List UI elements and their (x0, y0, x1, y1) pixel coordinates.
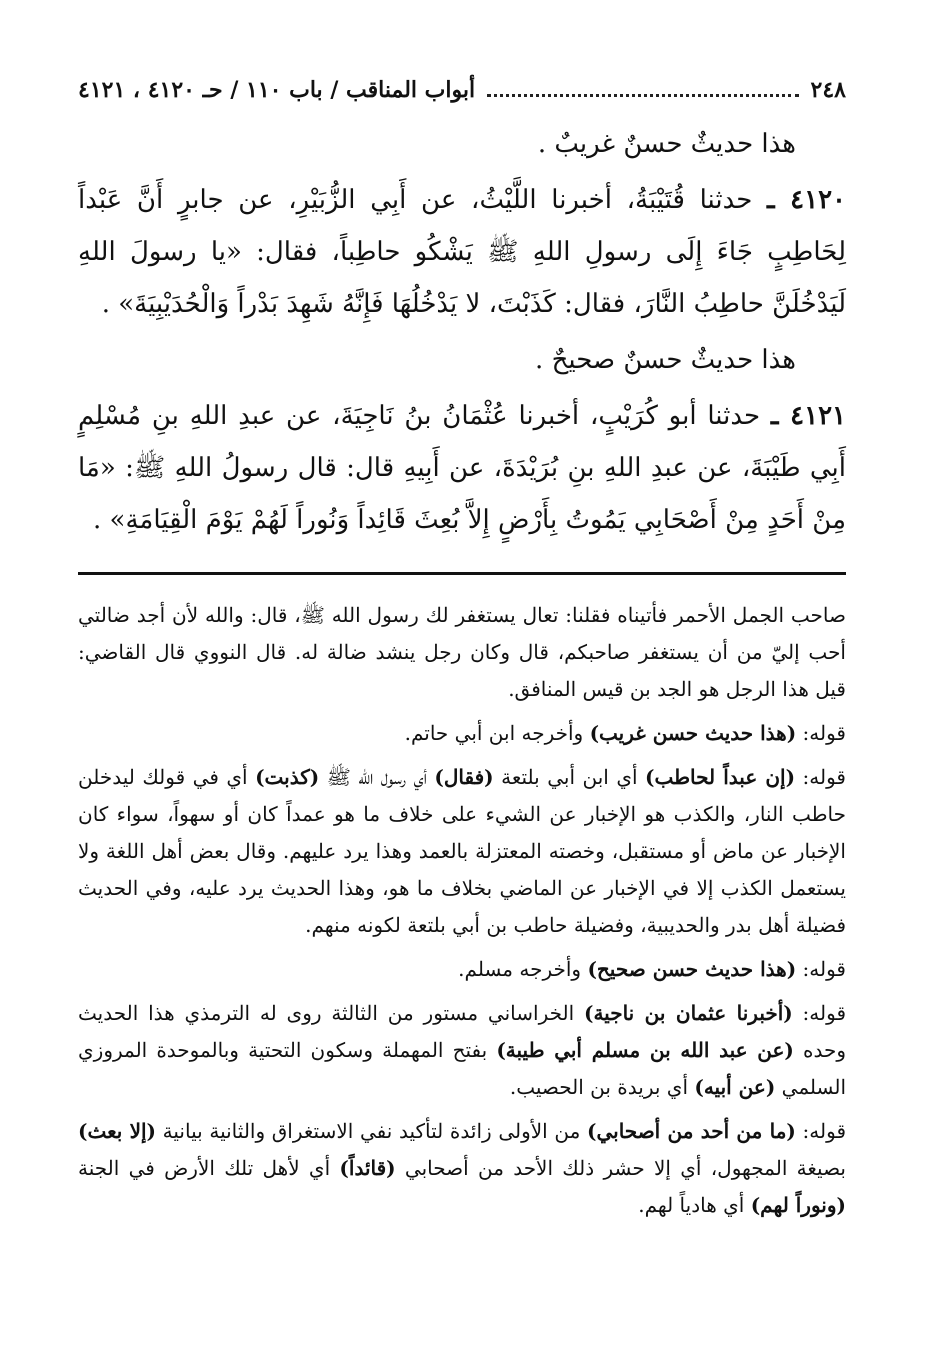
note-text: أي ابن أبي بلتعة (493, 765, 646, 789)
note-keyword: (ما من أحد من أصحابي) (587, 1119, 796, 1143)
running-header (78, 72, 846, 112)
note-keyword: (عن عبد الله بن مسلم أبي طيبة) (496, 1038, 794, 1062)
note-keyword: (إن عبداً لحاطب) (645, 765, 796, 789)
commentary-paragraph-5 (78, 995, 846, 1106)
header-leader-dots (487, 94, 798, 97)
note-lead: قوله: (796, 721, 846, 745)
hadith-4120 (78, 174, 846, 330)
note-text: وأخرجه ابن أبي حاتم. (404, 721, 590, 745)
commentary-paragraph-3 (78, 759, 846, 944)
commentary-paragraph-2 (78, 715, 846, 752)
note-keyword: (إلا بعث) (78, 1119, 157, 1143)
note-keyword: (أخبرنا عثمان بن ناجية) (584, 1001, 793, 1025)
note-text: وأخرجه مسلم. (458, 957, 588, 981)
note-text: أي في قولك ليدخلن حاطب النار، والكذب هو الإخبار عن الشيء على خلاف ما هو عمداً كان أو سهواً، سواء كان الإخبار عن ماض أو مستقبل، وخصته المعتزلة بالعمد وهذا يرد عليهم. وقال بعض أهل اللغة ولا يستعمل الكذب إلا في الإخبار عن الماضي بخلاف ما هو، وهذا الحديث يرد عليه، وفي الحديث فضيلة أهل بدر والحديبية، وفضيلة حاطب بن أبي بلتعة لكونه منهم. (78, 765, 846, 937)
note-lead: قوله: (795, 765, 846, 789)
footnote-divider (78, 572, 846, 575)
hadith-body-4120: حدثنا قُتَيْبَةُ، أخبرنا اللَّيْثُ، عن أَبِي الزُّبَيْرِ، عن جابرٍ أَنَّ عَبْداً لِحَاطِبٍ جَاءَ إِلَى رسولِ اللهِ ﷺ يَشْكُو حاطِباً، فقال: «يا رسولَ اللهِ لَيَدْخُلَنَّ حاطِبُ النَّارَ، فقال: كَذَبْتَ، لا يَدْخُلُهَا فَإِنَّهُ شَهِدَ بَدْراً وَالْحُدَيْبِيَةَ» . (78, 185, 846, 319)
note-keyword: (ونوراً لهم) (750, 1193, 846, 1217)
note-text: بصيغة المجهول، أي إلا حشر ذلك الأحد من أصحابي (395, 1156, 846, 1180)
commentary-paragraph-6 (78, 1113, 846, 1224)
commentary-paragraph-1: صاحب الجمل الأحمر فأتيناه فقلنا: تعال يستغفر لك رسول الله ﷺ، قال: والله لأن أجد ضالتي أحب إليّ من أن يستغفر صاحبكم، قال وكان رجل ينشد ضالة له. قال النووي قال القاضي: قيل هذا الرجل هو الجد بن قيس المنافق. (78, 603, 847, 701)
header-title: أبواب المناقب / باب ١١٠ / حـ ٤١٢٠ ، ٤١٢١ (78, 77, 476, 103)
note-keyword: (عن أبيه) (694, 1075, 776, 1099)
book-page (78, 72, 846, 1231)
note-lead: قوله: (792, 1001, 846, 1025)
note-keyword: (فقال) (434, 765, 494, 789)
note-lead: قوله: (796, 957, 846, 981)
note-keyword: (قائداً) (339, 1156, 396, 1180)
hadith-number-4120: ٤١٢٠ ـ (767, 185, 847, 215)
commentary (78, 597, 846, 1224)
note-keyword: (هذا حديث حسن غريب) (589, 721, 797, 745)
hadith-grade-1: هذا حديثٌ حسنٌ غريبٌ . (537, 129, 796, 159)
note-text: أي هادياً لهم. (638, 1193, 751, 1217)
note-keyword: (كذبت) (255, 765, 320, 789)
hadith-text (78, 118, 846, 546)
hadith-number-4121: ٤١٢١ ـ (770, 401, 847, 431)
hadith-grade-2: هذا حديثٌ حسنٌ صحيحٌ . (535, 345, 796, 375)
hadith-body-4121: حدثنا أبو كُرَيْبٍ، أخبرنا عُثْمَانُ بنُ نَاجِيَةَ، عن عبدِ اللهِ بنِ مُسْلِمٍ أَبِي طَيْبَةَ، عن عبدِ اللهِ بنِ بُرَيْدَةَ، عن أَبِيهِ قال: قال رسولُ اللهِ ﷺ: «مَا مِنْ أَحَدٍ مِنْ أَصْحَابِي يَمُوتُ بِأَرْضٍ إِلاَّ بُعِثَ قَائِداً وَنُوراً لَهُمْ يَوْمَ الْقِيَامَةِ» . (78, 401, 846, 535)
note-keyword: (هذا حديث حسن صحيح) (587, 957, 797, 981)
note-text: من الأولى زائدة لتأكيد نفي الاستغراق والثانية بيانية (156, 1119, 587, 1143)
note-text: أي بريدة بن الحصيب. (509, 1075, 695, 1099)
note-text: أي رسول الله ﷺ (319, 765, 435, 789)
note-text: أي لأهل تلك الأرض في الجنة (78, 1156, 340, 1180)
note-lead: قوله: (795, 1119, 847, 1143)
page-number: ٢٤٨ (810, 77, 846, 103)
note-text: بفتح المهملة وسكون التحتية وبالموحدة المروزي السلمي (78, 1038, 846, 1099)
note-text: الخراساني مستور من الثالثة روى له الترمذي هذا الحديث وحده (78, 1001, 846, 1062)
hadith-4121 (78, 390, 846, 546)
commentary-paragraph-4 (78, 951, 846, 988)
